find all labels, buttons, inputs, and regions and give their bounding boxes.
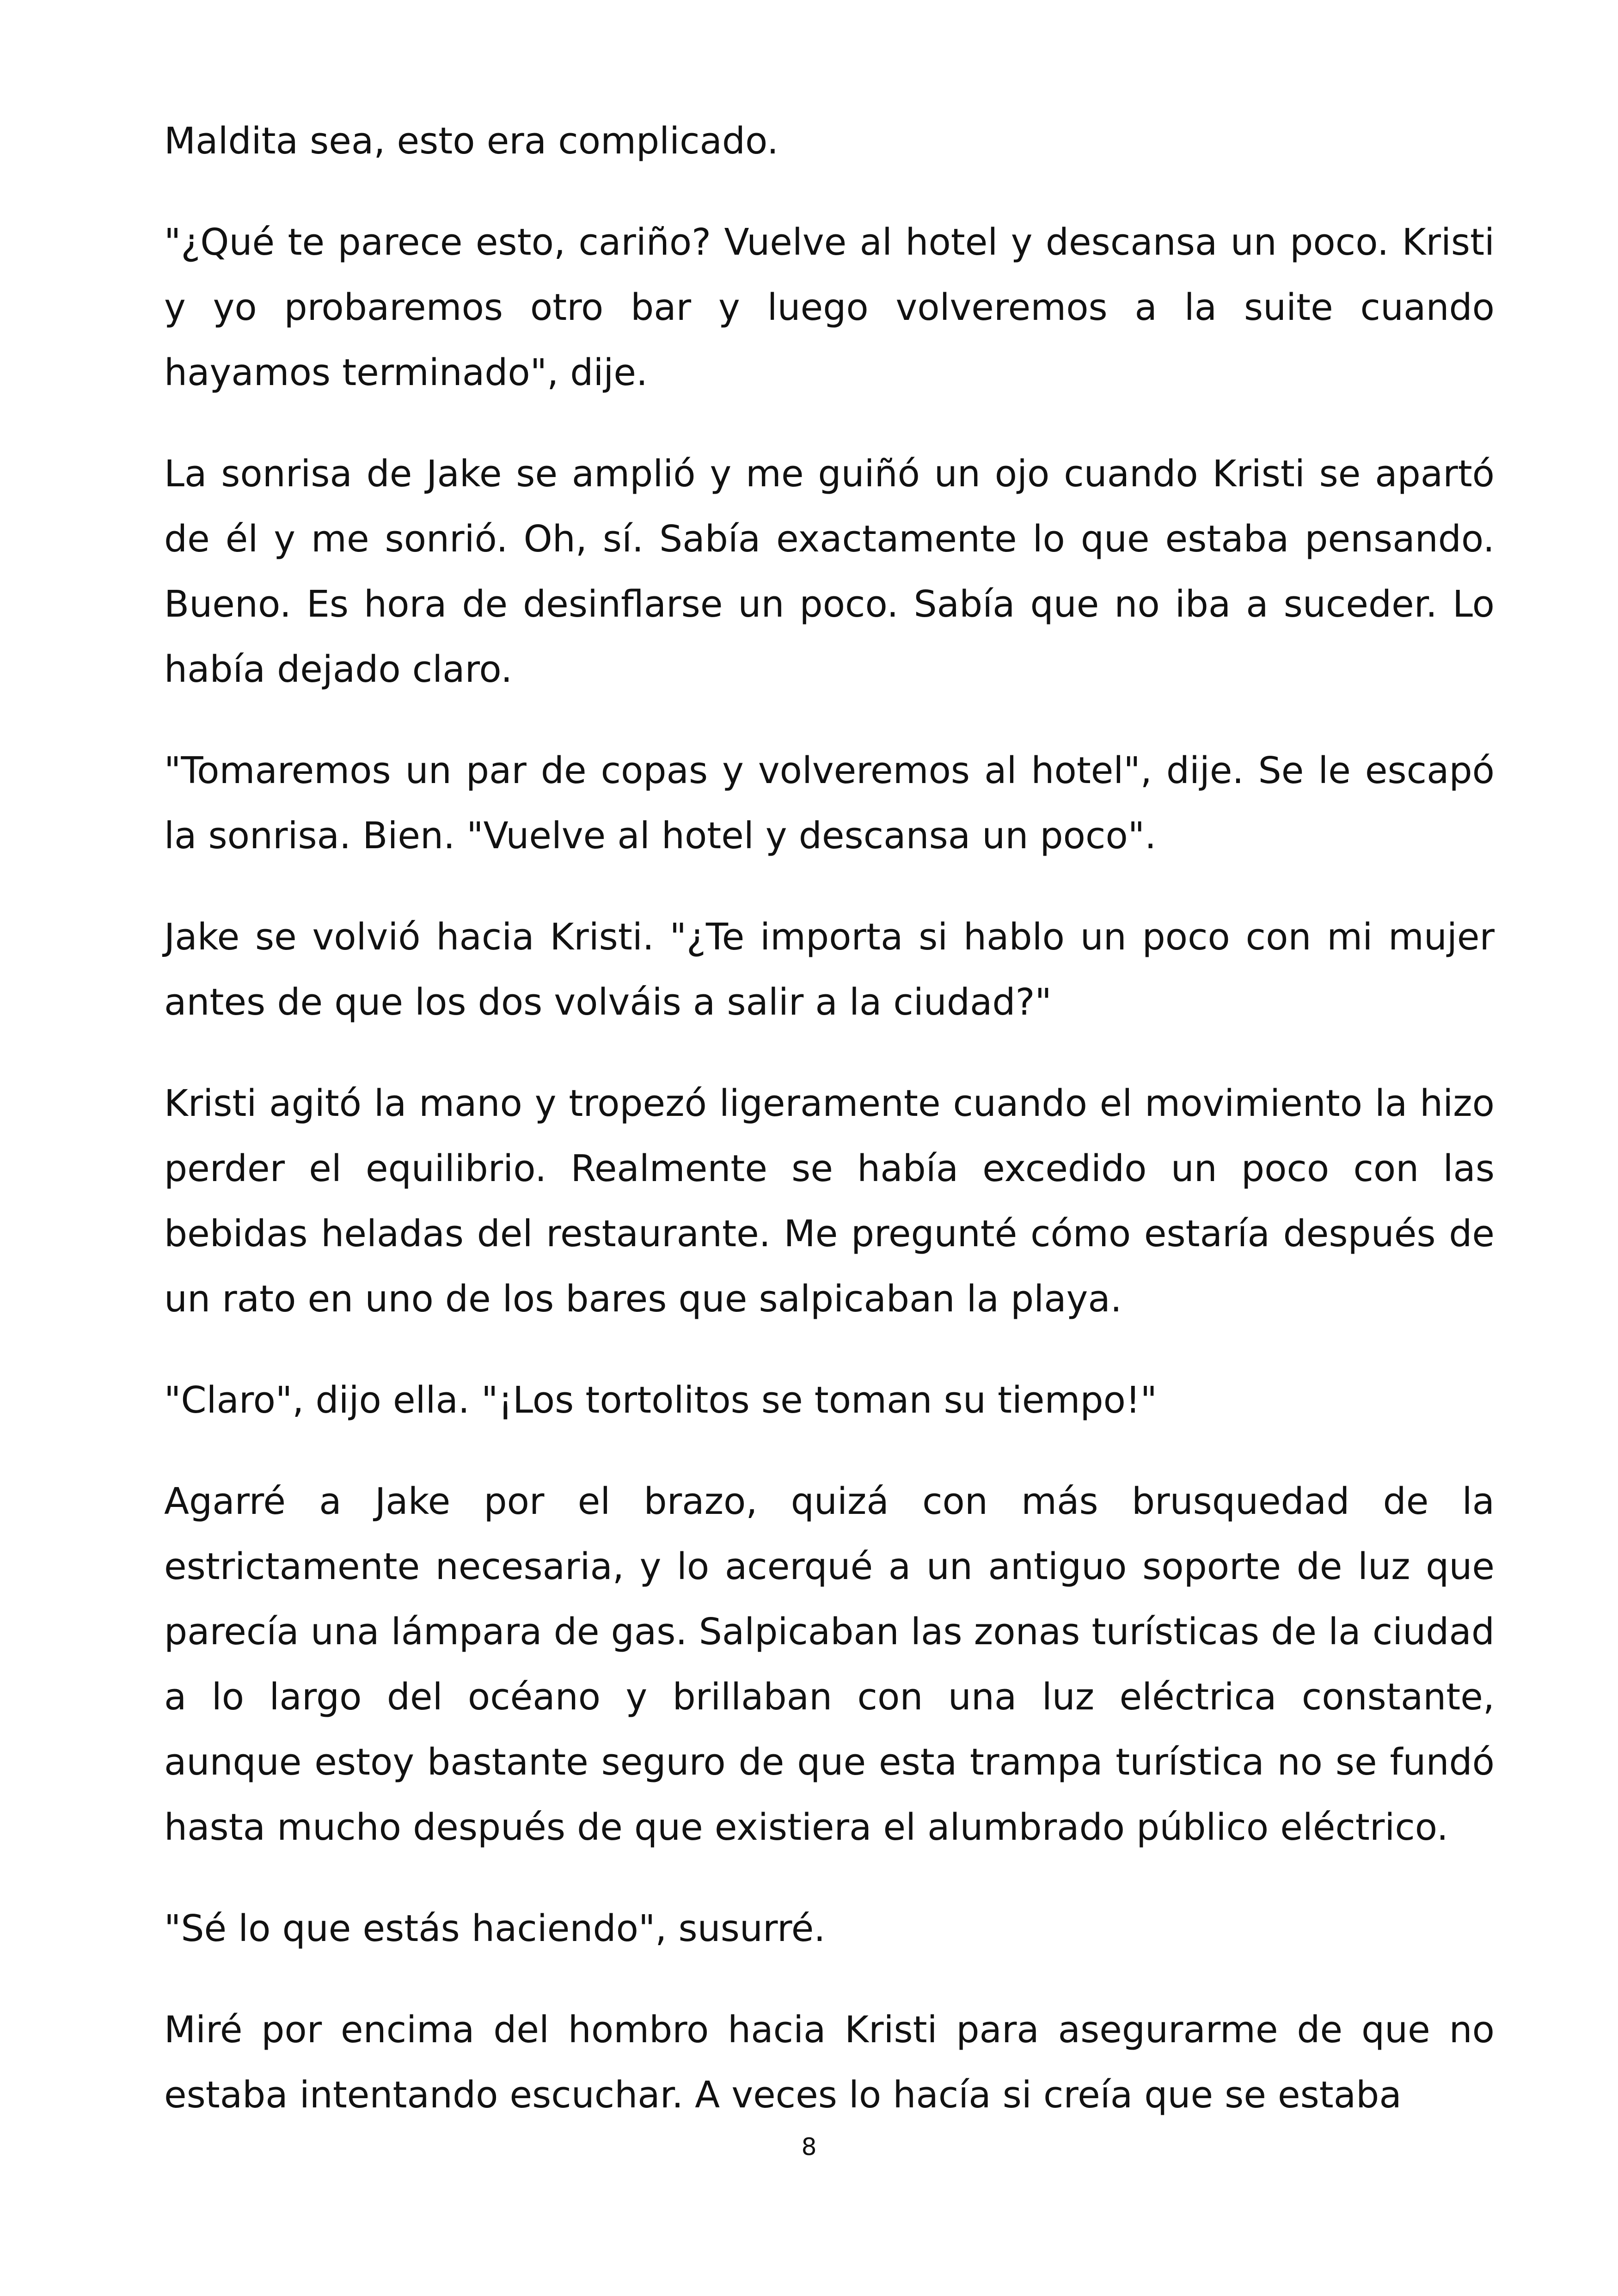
paragraph-9: "Sé lo que estás haciendo", susurré. (164, 1907, 826, 1950)
paragraph-7: "Claro", dijo ella. "¡Los tortolitos se toman su tiempo!" (164, 1379, 1157, 1421)
paragraph-8: Agarré a Jake por el brazo, quizá con más brusquedad de la estrictamente necesaria, y lo acerqué a un antiguo soporte de luz que parecía una lámpara de gas. Salpicaban las zonas turísticas de la ciudad a lo largo del océano y brillaban con una luz eléctrica constante, aunque estoy bastante seguro de que esta trampa turística no se fundó hasta mucho después de que existiera el alumbrado público eléctrico. (164, 1480, 1495, 1849)
paragraph-1: Maldita sea, esto era complicado. (164, 120, 779, 162)
paragraph-10: Miré por encima del hombro hacia Kristi para asegurarme de que no estaba intentando escuchar. A veces lo hacía si creía que se estaba (164, 2008, 1495, 2116)
paragraph-6: Kristi agitó la mano y tropezó ligeramente cuando el movimiento la hizo perder el equilibrio. Realmente se había excedido un poco con las bebidas heladas del restaurante. Me pregunté cómo estaría después de un rato en uno de los bares que salpicaban la playa. (164, 1082, 1495, 1320)
page-number: 8 (801, 2133, 817, 2161)
page-body (164, 109, 1495, 2128)
paragraph-2: "¿Qué te parece esto, cariño? Vuelve al hotel y descansa un poco. Kristi y yo probaremos otro bar y luego volveremos a la suite cuando hayamos terminado", dije. (164, 221, 1495, 394)
paragraph-4: "Tomaremos un par de copas y volveremos al hotel", dije. Se le escapó la sonrisa. Bien. "Vuelve al hotel y descansa un poco". (164, 749, 1495, 857)
paragraph-5: Jake se volvió hacia Kristi. "¿Te importa si hablo un poco con mi mujer antes de que los dos volváis a salir a la ciudad?" (164, 916, 1495, 1023)
paragraph-3: La sonrisa de Jake se amplió y me guiñó un ojo cuando Kristi se apartó de él y me sonrió. Oh, sí. Sabía exactamente lo que estaba pensando. Bueno. Es hora de desinflarse un poco. Sabía que no iba a suceder. Lo había dejado claro. (164, 453, 1495, 691)
